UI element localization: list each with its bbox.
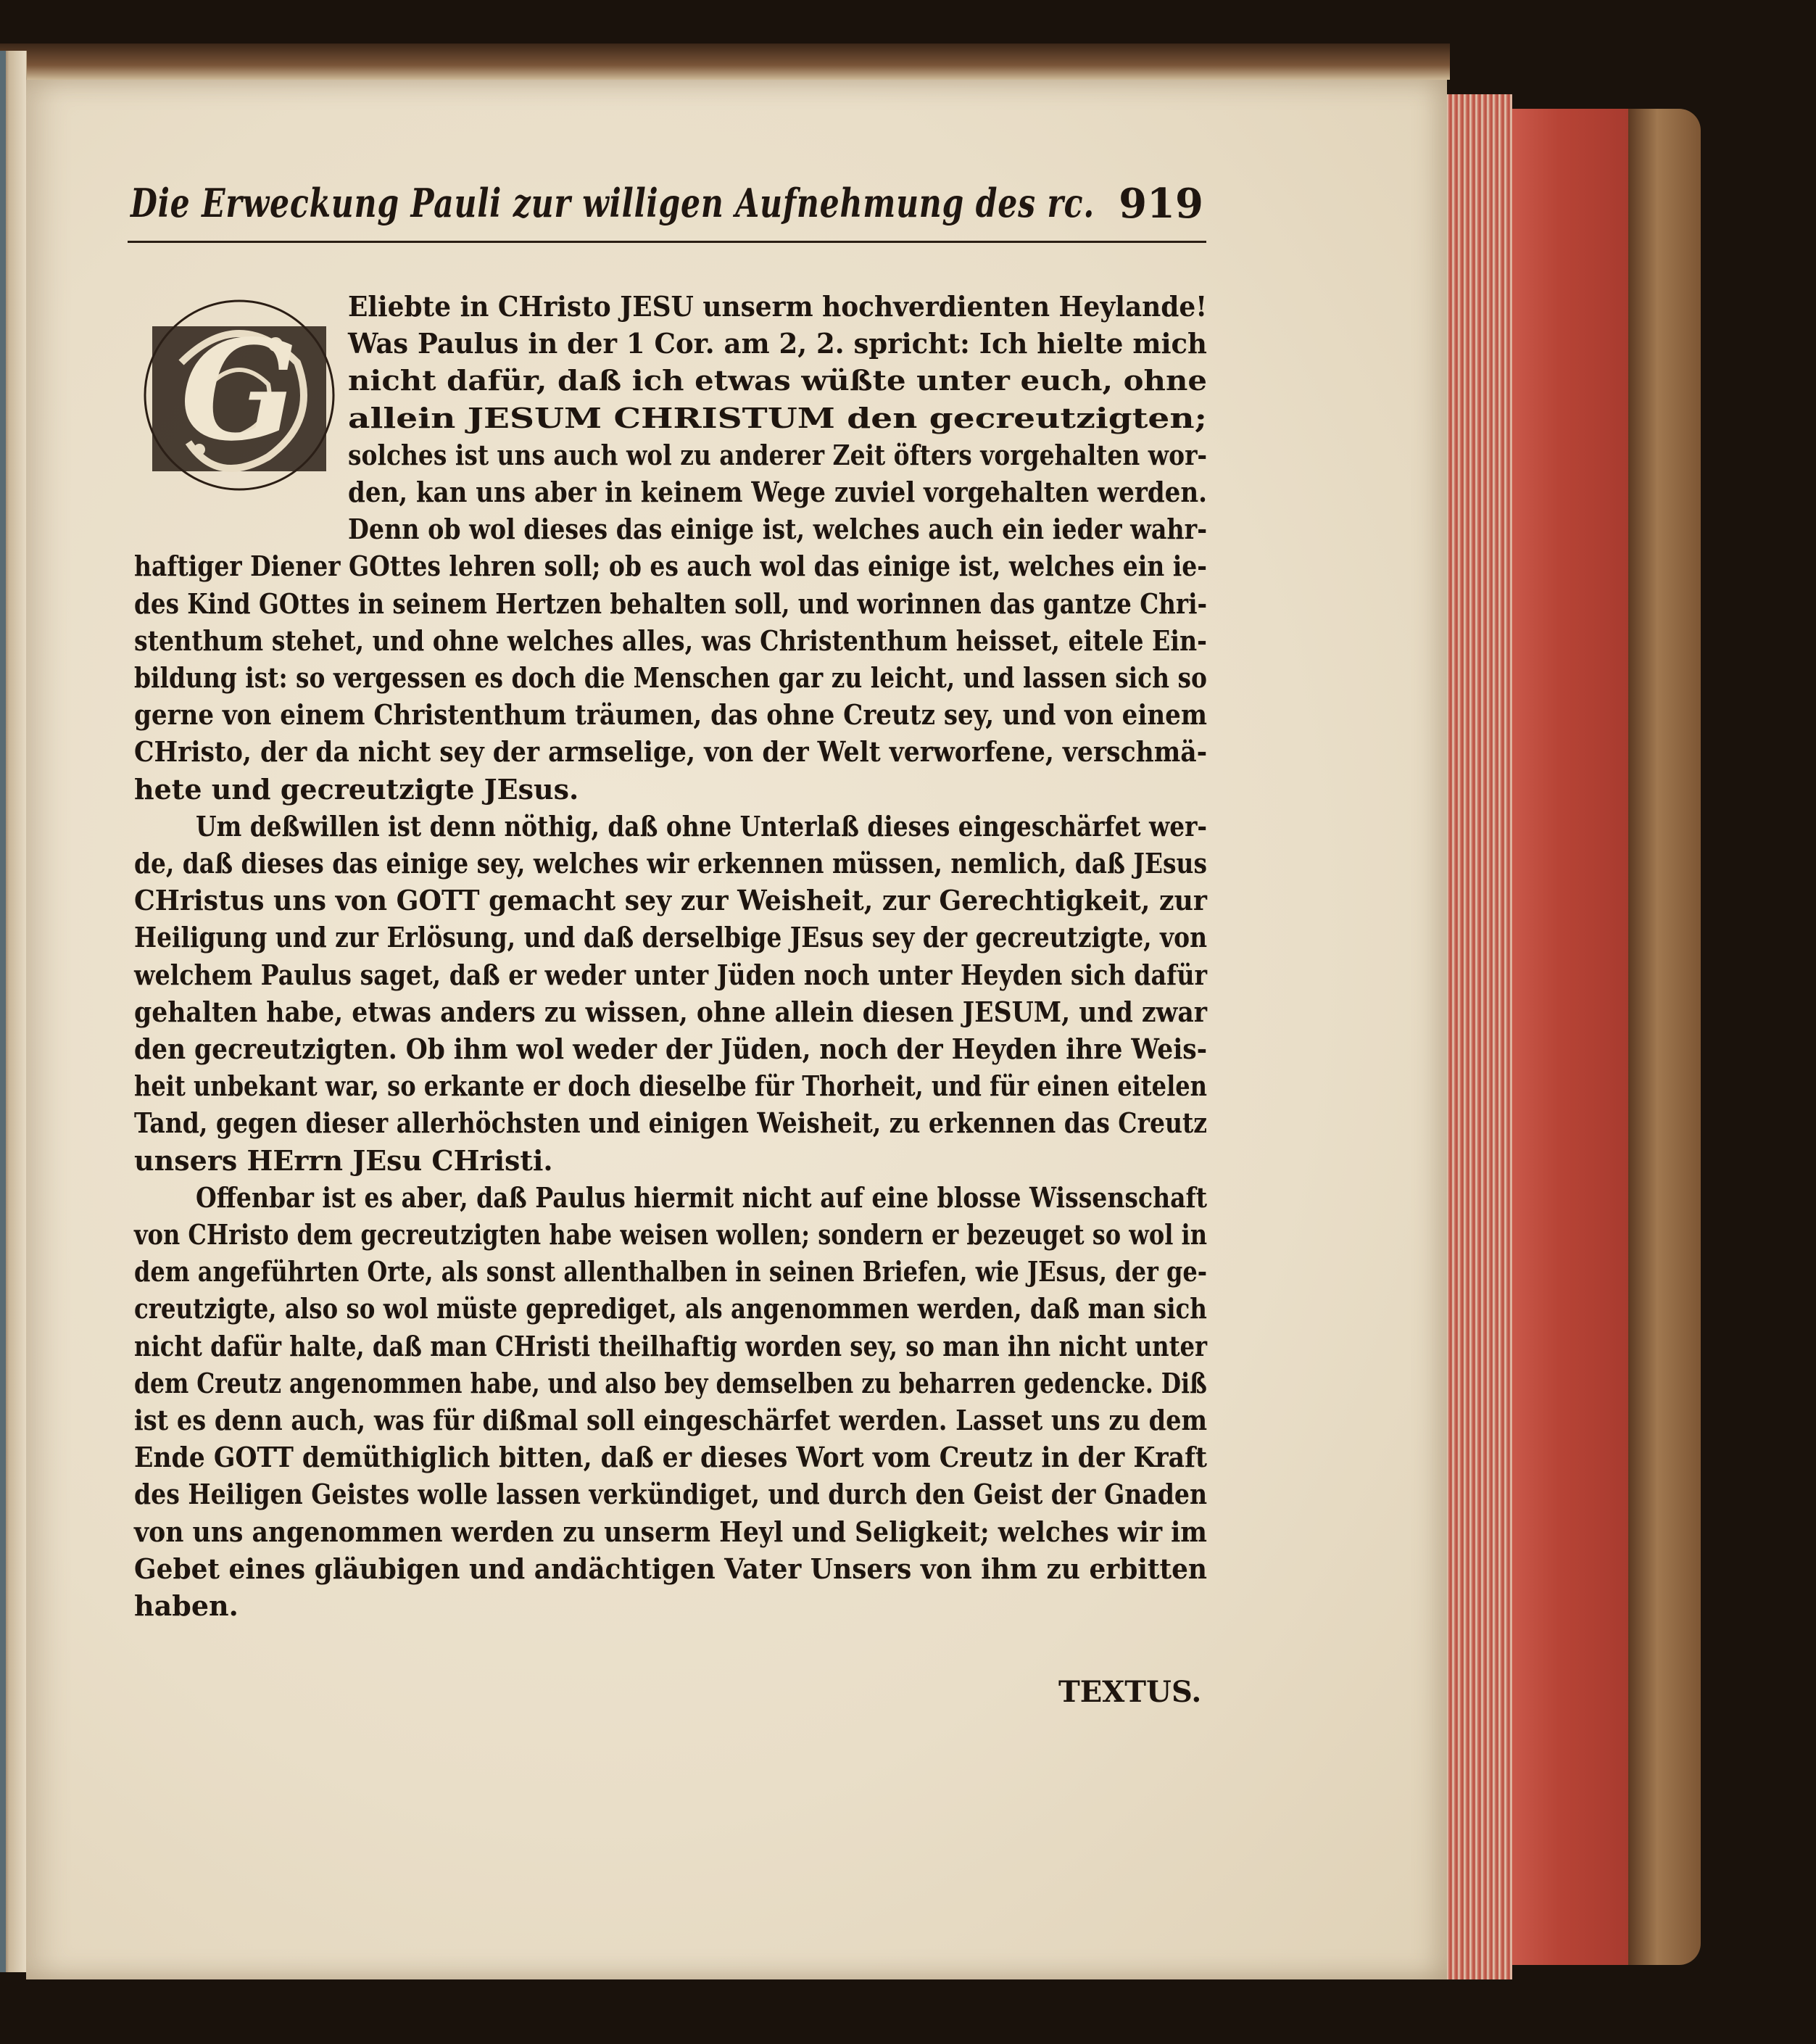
text-line: hete und gecreutzigte JEsus. bbox=[134, 773, 579, 806]
drop-cap-letter: G bbox=[180, 310, 299, 471]
text-line: gehalten habe, etwas anders zu wissen, ohne allein diesen JESUM, und zwar bbox=[134, 996, 1208, 1028]
text-line: stenthum stehet, und ohne welches alles, was Christenthum heisset, eitele Ein- bbox=[134, 624, 1207, 657]
text-line: des Heiligen Geistes wolle lassen verkündiget, und durch den Geist der Gnaden bbox=[134, 1478, 1208, 1510]
text-line: Gebet eines gläubigen und andächtigen Vater Unsers von ihm zu erbitten bbox=[134, 1552, 1208, 1585]
text-line: dem Creutz angenommen habe, und also bey demselben zu beharren gedencke. Diß bbox=[134, 1367, 1207, 1399]
running-head bbox=[130, 180, 1203, 238]
text-line: allein JESUM CHRISTUM den gecreutzigten; bbox=[348, 402, 1208, 434]
text-line: haben. bbox=[134, 1589, 239, 1622]
text-line: Um deßwillen ist denn nöthig, daß ohne Unterlaß dieses eingeschärfet wer- bbox=[196, 810, 1208, 843]
text-line: creutzigte, also so wol müste geprediget, als angenommen werden, daß man sich bbox=[134, 1292, 1207, 1325]
text-line: CHristo, der da nicht sey der armselige, von der Welt verworfene, verschmä- bbox=[134, 735, 1208, 768]
running-title: Die Erweckung Pauli zur willigen Aufnehmung des rc. bbox=[130, 180, 1095, 226]
text-line: gerne von einem Christenthum träumen, das ohne Creutz sey, und von einem bbox=[134, 698, 1207, 731]
page-edges bbox=[1447, 94, 1512, 1979]
facing-page-edge bbox=[0, 51, 27, 1972]
text-line: unsers HErrn JEsu CHristi. bbox=[134, 1144, 553, 1177]
text-line: von uns angenommen werden zu unserm Heyl und Seligkeit; welches wir im bbox=[134, 1515, 1208, 1548]
text-line: Denn ob wol dieses das einige ist, welches auch ein ieder wahr- bbox=[348, 513, 1208, 545]
text-line: den gecreutzigten. Ob ihm wol weder der Jüden, noch der Heyden ihre Weis- bbox=[134, 1033, 1208, 1065]
text-line: heit unbekant war, so erkante er doch dieselbe für Thorheit, und für einen eitelen bbox=[134, 1069, 1208, 1102]
text-line: bildung ist: so vergessen es doch die Menschen gar zu leicht, und lassen sich so bbox=[134, 661, 1207, 694]
text-line: Was Paulus in der 1 Cor. am 2, 2. spricht: Ich hielte mich bbox=[348, 327, 1207, 360]
text-line: de, daß dieses das einige sey, welches wir erkennen müssen, nemlich, daß JEsus bbox=[134, 847, 1207, 880]
spine-strip bbox=[0, 51, 6, 1972]
text-line: solches ist uns auch wol zu anderer Zeit öfters vorgehalten wor- bbox=[348, 439, 1208, 471]
text-line: Ende GOTT demüthiglich bitten, daß er dieses Wort vom Creutz in der Kraft bbox=[134, 1441, 1207, 1473]
text-line: von CHristo dem gecreutzigten habe weisen wollen; sondern er bezeuget so wol in bbox=[134, 1218, 1208, 1251]
catchword: TEXTUS. bbox=[1058, 1675, 1202, 1709]
text-line: Offenbar ist es aber, daß Paulus hiermit nicht auf eine blosse Wissenschaft bbox=[196, 1181, 1208, 1214]
top-binding bbox=[0, 44, 1450, 80]
text-line: Heiligung und zur Erlösung, und daß derselbige JEsus sey der gecreutzigte, von bbox=[134, 921, 1208, 953]
text-line: dem angeführten Orte, als sonst allenthalben in seinen Briefen, wie JEsus, der ge- bbox=[134, 1255, 1208, 1288]
text-line: den, kan uns aber in keinem Wege zuviel vorgehalten werden. bbox=[348, 476, 1207, 508]
text-line: nicht dafür halte, daß man CHristi theilhaftig worden sey, so man ihn nicht unter bbox=[134, 1330, 1208, 1362]
drop-cap-ornament bbox=[130, 276, 348, 508]
text-line: des Kind GOttes in seinem Hertzen behalten soll, und worinnen das gantze Chri- bbox=[134, 587, 1208, 620]
page-number: 919 bbox=[1119, 180, 1203, 228]
text-line: nicht dafür, daß ich etwas wüßte unter euch, ohne bbox=[348, 364, 1208, 397]
text-line: Tand, gegen dieser allerhöchsten und einigen Weisheit, zu erkennen das Creutz bbox=[134, 1106, 1208, 1139]
text-line: ist es denn auch, was für dißmal soll eingeschärfet werden. Lasset uns zu dem bbox=[134, 1404, 1208, 1436]
header-rule bbox=[128, 241, 1206, 243]
text-line: haftiger Diener GOttes lehren soll; ob es auch wol das einige ist, welches ein ie- bbox=[134, 550, 1207, 582]
leather-cover bbox=[1628, 109, 1701, 1965]
text-line: CHristus uns von GOTT gemacht sey zur Weisheit, zur Gerechtigkeit, zur bbox=[134, 884, 1207, 917]
text-line: welchem Paulus saget, daß er weder unter Jüden noch unter Heyden sich dafür bbox=[134, 959, 1208, 991]
text-line: Eliebte in CHristo JESU unserm hochverdienten Heylande! bbox=[348, 290, 1207, 323]
red-fore-edge bbox=[1512, 109, 1628, 1965]
